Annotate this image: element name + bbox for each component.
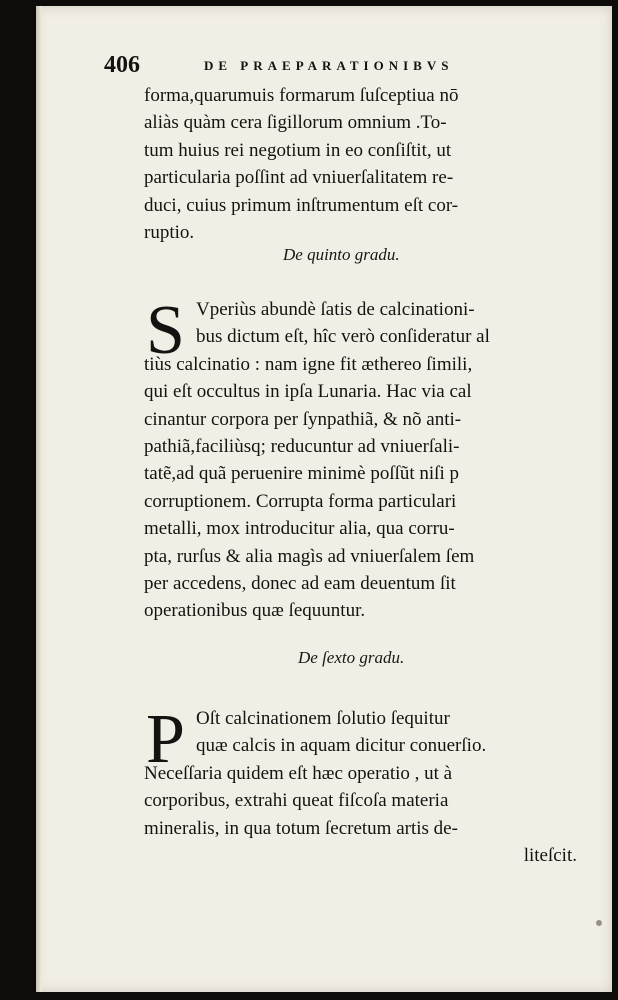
text-line: cinantur corpora per ſynpathiã, & nõ anti- xyxy=(144,408,462,430)
text-line: operationibus quæ ſequuntur. xyxy=(144,600,366,622)
running-head: DE PRAEPARATIONIBVS xyxy=(204,58,454,73)
paragraph-1 xyxy=(144,82,589,246)
section-heading-sexto: De ſexto gradu. xyxy=(298,648,405,667)
text-line: Vperiùs abundè ſatis de calcinationi- xyxy=(196,299,475,320)
ink-speck xyxy=(596,920,602,926)
text-line: particularia poſſint ad vniuerſalitatem re- xyxy=(144,167,454,189)
text-line: corporibus, extrahi queat fiſcoſa materia xyxy=(144,790,449,812)
text-line: pta, rurſus & alia magìs ad vniuerſalem ſem xyxy=(144,545,475,567)
text-line: tiùs calcinatio : nam igne fit æthereo ſimili, xyxy=(144,353,473,375)
text-line: Neceſſaria quidem eſt hæc operatio , ut à xyxy=(144,762,453,784)
page-header xyxy=(104,52,534,82)
text-line: forma,quarumuis formarum ſuſceptiua nō xyxy=(144,85,459,106)
text-line: corruptionem. Corrupta forma particulari xyxy=(144,490,457,512)
section-heading-quinto: De quinto gradu. xyxy=(283,245,400,264)
paragraph-3 xyxy=(144,701,589,869)
text-line: tatẽ,ad quã peruenire minimè poſſũt niſi p xyxy=(144,463,459,485)
text-line: quæ calcis in aquam dicitur conuerſio. xyxy=(196,735,487,757)
text-line: liteſcit. xyxy=(523,845,577,867)
drop-cap-p: P xyxy=(146,701,185,778)
text-line: metalli, mox introducitur alia, qua corru- xyxy=(144,518,455,540)
text-line: bus dictum eſt, hîc verò conſideratur al xyxy=(196,326,490,348)
text-line: tum huius rei negotium in eo conſiſtit, ut xyxy=(144,139,452,161)
text-line: Oſt calcinationem ſolutio ſequitur xyxy=(196,708,450,729)
page-number: 406 xyxy=(104,52,140,78)
paragraph-2 xyxy=(144,292,589,625)
text-line: aliàs quàm cera ſigillorum omnium .To- xyxy=(144,112,447,134)
text-line: per accedens, donec ad eam deuentum ſit xyxy=(144,573,456,595)
text-line: mineralis, in qua totum ſecretum artis de- xyxy=(144,817,458,839)
text-line: ruptio. xyxy=(144,222,195,244)
text-line: pathiã,faciliùsq; reducuntur ad vniuerſali- xyxy=(144,436,460,458)
text-line: duci, cuius primum inſtrumentum eſt cor- xyxy=(144,194,459,216)
text-line: qui eſt occultus in ipſa Lunaria. Hac via cal xyxy=(144,381,472,403)
page-edge xyxy=(36,6,42,992)
drop-cap-s: S xyxy=(146,292,185,369)
